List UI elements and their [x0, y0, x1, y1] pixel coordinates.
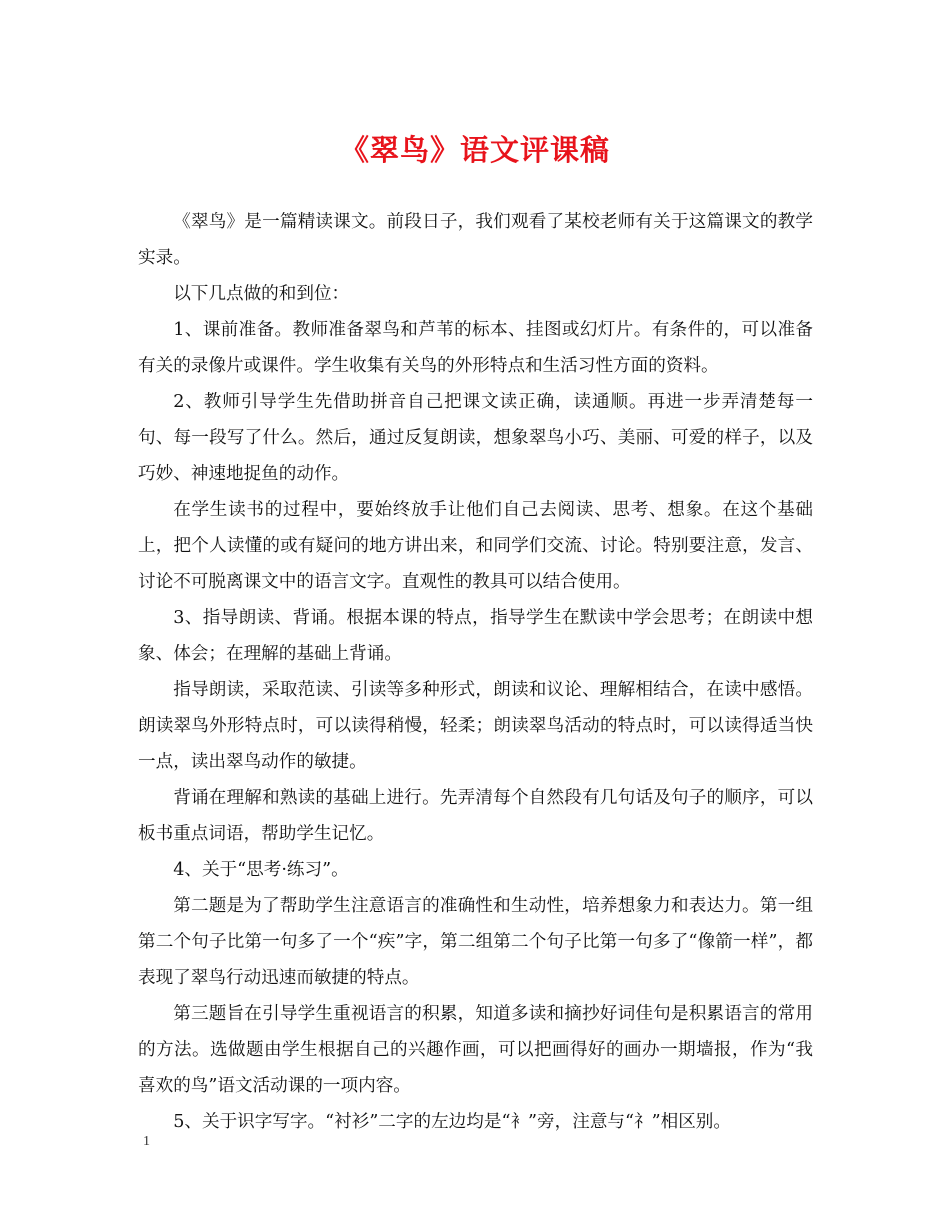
paragraph-point-3: 3、指导朗读、背诵。根据本课的特点，指导学生在默读中学会思考；在朗读中想象、体会；在理解的基础上背诵。 — [138, 608, 813, 664]
paragraph-summary: 以下几点做的和到位： — [173, 284, 350, 304]
paragraph-recitation: 背诵在理解和熟读的基础上进行。先弄清每个自然段有几句话及句子的顺序，可以板书重点词语，帮助学生记忆。 — [138, 788, 813, 844]
paragraph-point-1: 1、课前准备。教师准备翠鸟和芦苇的标本、挂图或幻灯片。有条件的，可以准备有关的录像片或课件。学生收集有关鸟的外形特点和生活习性方面的资料。 — [138, 320, 813, 376]
paragraph-point-5: 5、关于识字写字。“衬衫”二字的左边均是“衤”旁，注意与“礻”相区别。 — [173, 1112, 731, 1132]
paragraph-reading-process: 在学生读书的过程中，要始终放手让他们自己去阅读、思考、想象。在这个基础上，把个人读懂的或有疑问的地方讲出来，和同学们交流、讨论。特别要注意，发言、讨论不可脱离课文中的语言文字。直观性的教具可以结合使用。 — [138, 500, 813, 592]
document-body — [138, 204, 813, 1140]
paragraph-point-4: 4、关于“思考·练习”。 — [173, 860, 349, 880]
paragraph-guided-reading: 指导朗读，采取范读、引读等多种形式，朗读和议论、理解相结合，在读中感悟。朗读翠鸟外形特点时，可以读得稍慢，轻柔；朗读翠鸟活动的特点时，可以读得适当快一点，读出翠鸟动作的敏捷。 — [138, 680, 813, 772]
paragraph-intro: 《翠鸟》是一篇精读课文。前段日子，我们观看了某校老师有关于这篇课文的教学实录。 — [138, 212, 813, 268]
paragraph-question-2: 第二题是为了帮助学生注意语言的准确性和生动性，培养想象力和表达力。第一组第二个句子比第一句多了一个“疾”字，第二组第二个句子比第一句多了“像箭一样”，都表现了翠鸟行动迅速而敏捷的特点。 — [138, 896, 813, 988]
document-title: 《翠鸟》语文评课稿 — [339, 133, 610, 167]
paragraph-point-2: 2、教师引导学生先借助拼音自己把课文读正确，读通顺。再进一步弄清楚每一句、每一段写了什么。然后，通过反复朗读，想象翠鸟小巧、美丽、可爱的样子，以及巧妙、神速地捉鱼的动作。 — [138, 392, 813, 484]
page-number: 1 — [143, 1134, 150, 1149]
paragraph-question-3: 第三题旨在引导学生重视语言的积累，知道多读和摘抄好词佳句是积累语言的常用的方法。选做题由学生根据自己的兴趣作画，可以把画得好的画办一期墙报，作为“我喜欢的鸟”语文活动课的一项内容。 — [138, 1004, 813, 1096]
